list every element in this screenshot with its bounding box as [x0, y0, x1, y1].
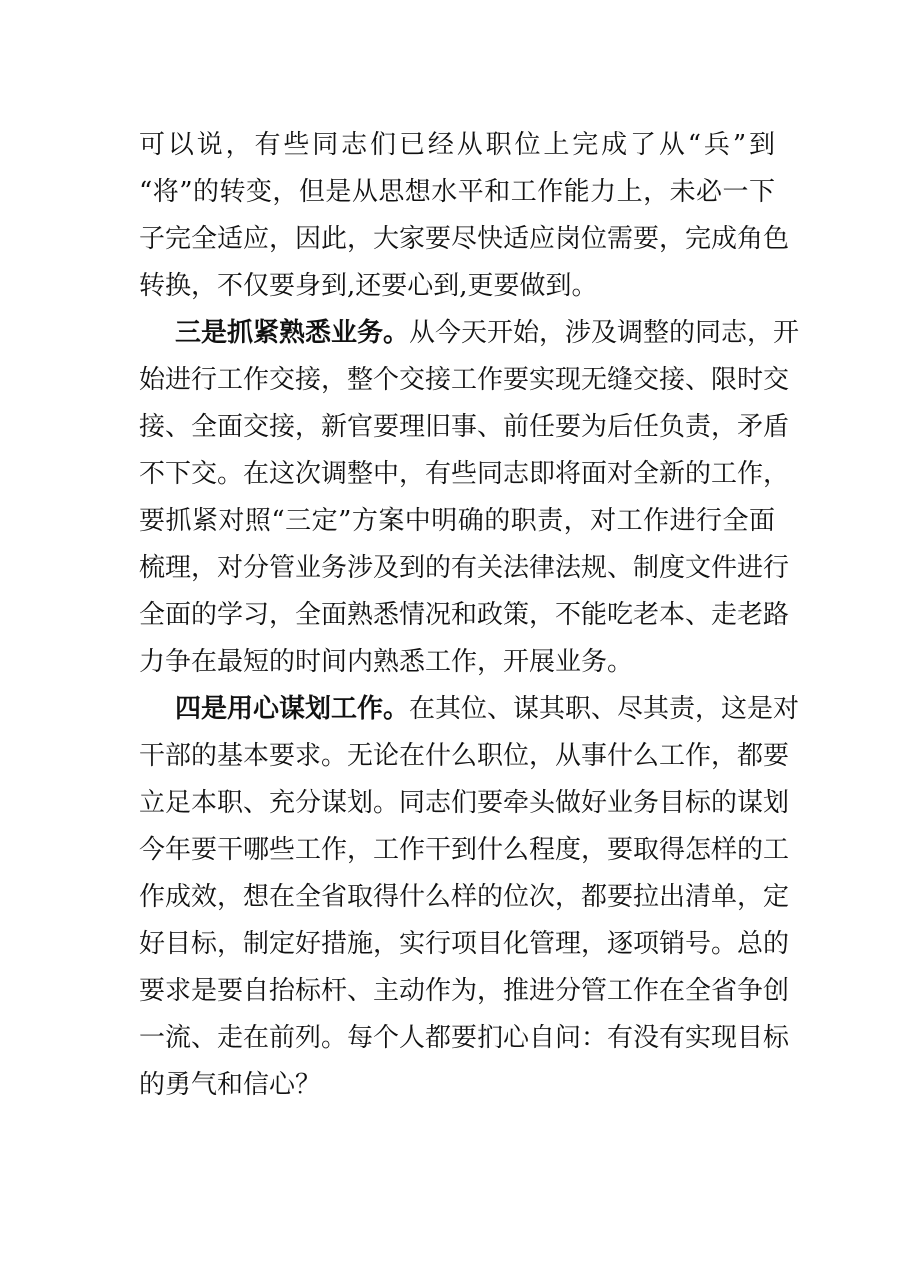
paragraph-line-text: 在其位、谋其职、尽其责，这是对 — [409, 694, 800, 724]
paragraph-line: 始进行工作交接，整个交接工作要实现无缝交接、限时交 — [139, 365, 790, 395]
paragraph-line: 好目标，制定好措施，实行项目化管理，逐项销号。总的 — [139, 929, 790, 959]
paragraph-line: 要求是要自抬标杆、主动作为，推进分管工作在全省争创 — [139, 976, 790, 1006]
paragraph-line: 接、全面交接，新官要理旧事、前任要为后任负责，矛盾 — [139, 412, 790, 442]
paragraph-line: 力争在最短的时间内熟悉工作，开展业务。 — [139, 647, 634, 677]
paragraph-first-line — [139, 310, 800, 357]
paragraph-line: 干部的基本要求。无论在什么职位，从事什么工作，都要 — [139, 741, 790, 771]
paragraph-line: 可以说，有些同志们已经从职位上完成了从“兵”到 — [139, 130, 775, 160]
paragraph-line: 不下交。在这次调整中，有些同志即将面对全新的工作， — [139, 459, 790, 489]
paragraph-line: 的勇气和信心？ — [139, 1070, 322, 1100]
document-body — [139, 122, 800, 1109]
paragraph-line: 梳理，对分管业务涉及到的有关法律法规、制度文件进行 — [139, 553, 790, 583]
paragraph-line: 作成效，想在全省取得什么样的位次，都要拉出清单，定 — [139, 882, 790, 912]
paragraph-line: 今年要干哪些工作，工作干到什么程度，要取得怎样的工 — [139, 835, 790, 865]
paragraph-line: 全面的学习，全面熟悉情况和政策，不能吃老本、走老路 — [139, 600, 790, 630]
section-heading: 四是用心谋划工作。 — [175, 694, 410, 724]
section-heading: 三是抓紧熟悉业务。 — [175, 318, 410, 348]
paragraph-3 — [139, 686, 800, 1109]
paragraph-line: “将”的转变，但是从思想水平和工作能力上，未必一下 — [139, 177, 775, 207]
paragraph-line: 要抓紧对照“三定”方案中明确的职责，对工作进行全面 — [139, 506, 775, 536]
paragraph-line: 一流、走在前列。每个人都要扪心自问：有没有实现目标 — [139, 1023, 790, 1053]
paragraph-first-line — [139, 686, 800, 733]
paragraph-line-text: 从今天开始，涉及调整的同志，开 — [409, 318, 800, 348]
paragraph-line: 转换，不仅要身到,还要心到,更要做到。 — [139, 271, 598, 301]
paragraph-2 — [139, 310, 800, 686]
paragraph-1 — [139, 122, 790, 310]
paragraph-line: 立足本职、充分谋划。同志们要牵头做好业务目标的谋划 — [139, 788, 790, 818]
paragraph-line: 子完全适应，因此，大家要尽快适应岗位需要，完成角色 — [139, 224, 790, 254]
